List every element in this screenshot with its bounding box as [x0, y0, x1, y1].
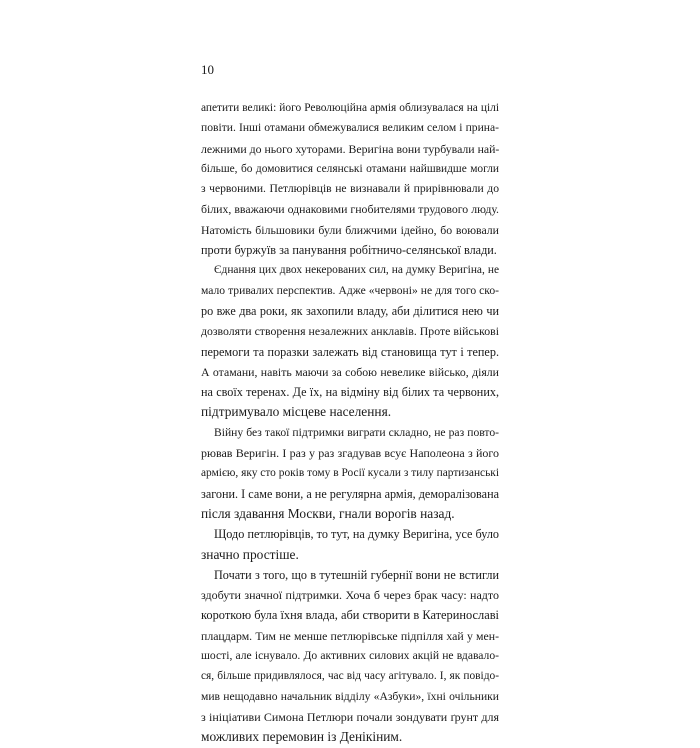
text-line: плацдарм. Тим не менше петлюрівське підпілля хай у мен- — [201, 628, 499, 643]
text-line: короткою була їхня влада, аби створити в Катеринославі — [201, 608, 499, 623]
text-line: Почати з того, що в тутешній губернії вони не встигли — [214, 567, 499, 582]
text-line: значно простіше. — [201, 546, 299, 562]
text-line: Війну без такої підтримки виграти складно, не раз повто- — [214, 425, 499, 439]
text-line: рював Веригін. І раз у раз згадував всує Наполеона з його — [201, 446, 499, 461]
text-line: армією, яку сто років тому в Росії кусали з тилу партизанські — [201, 467, 499, 480]
text-line: ро вже два роки, як захопили владу, аби ділитися нею чи — [201, 303, 499, 318]
body-text — [201, 98, 499, 748]
text-line: здобути значної підтримки. Хоча б через брак часу: надто — [201, 588, 499, 603]
text-line: лежними до нього хуторами. Веригіна вони турбували най- — [201, 141, 499, 156]
text-line: більше, бо домовитися селянські отамани найшвидше могли — [201, 162, 499, 175]
text-line: проти буржуїв за панування робітничо-селянської влади. — [201, 243, 497, 258]
text-line: можливих перемовин із Денікіним. — [201, 729, 403, 745]
text-line: білих, вважаючи однаковими гнобителями трудового люду. — [201, 202, 499, 217]
text-line: ся, більше придивлялося, час від часу агітувало. І, як повідо- — [201, 670, 499, 683]
text-line: А отамани, навіть маючи за собою невелике військо, діяли — [201, 364, 499, 379]
text-line: шості, але існувало. До активних силових акцій не вдавало- — [201, 649, 499, 663]
text-line: повіти. Інші отамани обмежувалися великим селом і прина- — [201, 121, 499, 135]
text-line: мив нещодавно начальник відділу «Азбуки», їхні очільники — [201, 689, 499, 703]
text-line: загони. І саме вони, а не регулярна армія, деморалізована — [201, 486, 499, 501]
text-line: на своїх теренах. Де їх, на відміну від білих та червоних, — [201, 385, 499, 400]
text-line: підтримувало місцеве населення. — [201, 404, 392, 420]
text-line: апетити великі: його Революційна армія облизувалася на цілі — [201, 102, 499, 114]
text-line: з червоними. Петлюрівців не визнавали й прирівнювали до — [201, 182, 499, 196]
text-line: Щодо петлюрівців, то тут, на думку Веригіна, усе було — [214, 527, 499, 542]
text-line: дозволяти створення незалежних анклавів. Проте військові — [201, 324, 499, 339]
text-line: Єднання цих двох некерованих сил, на думку Веригіна, не — [214, 264, 499, 277]
text-line: мало тривалих перспектив. Адже «червоні» не для того ско- — [201, 283, 499, 297]
text-line: після здавання Москви, гнали ворогів назад. — [201, 505, 455, 521]
text-line: Натомість більшовики були ближчими ідейно, бо воювали — [201, 222, 499, 237]
page-number: 10 — [201, 62, 214, 77]
text-line: з ініціативи Симона Петлюри почали зондувати ґрунт для — [201, 709, 499, 724]
text-line: перемоги та поразки залежать від становища тут і тепер. — [201, 344, 499, 359]
